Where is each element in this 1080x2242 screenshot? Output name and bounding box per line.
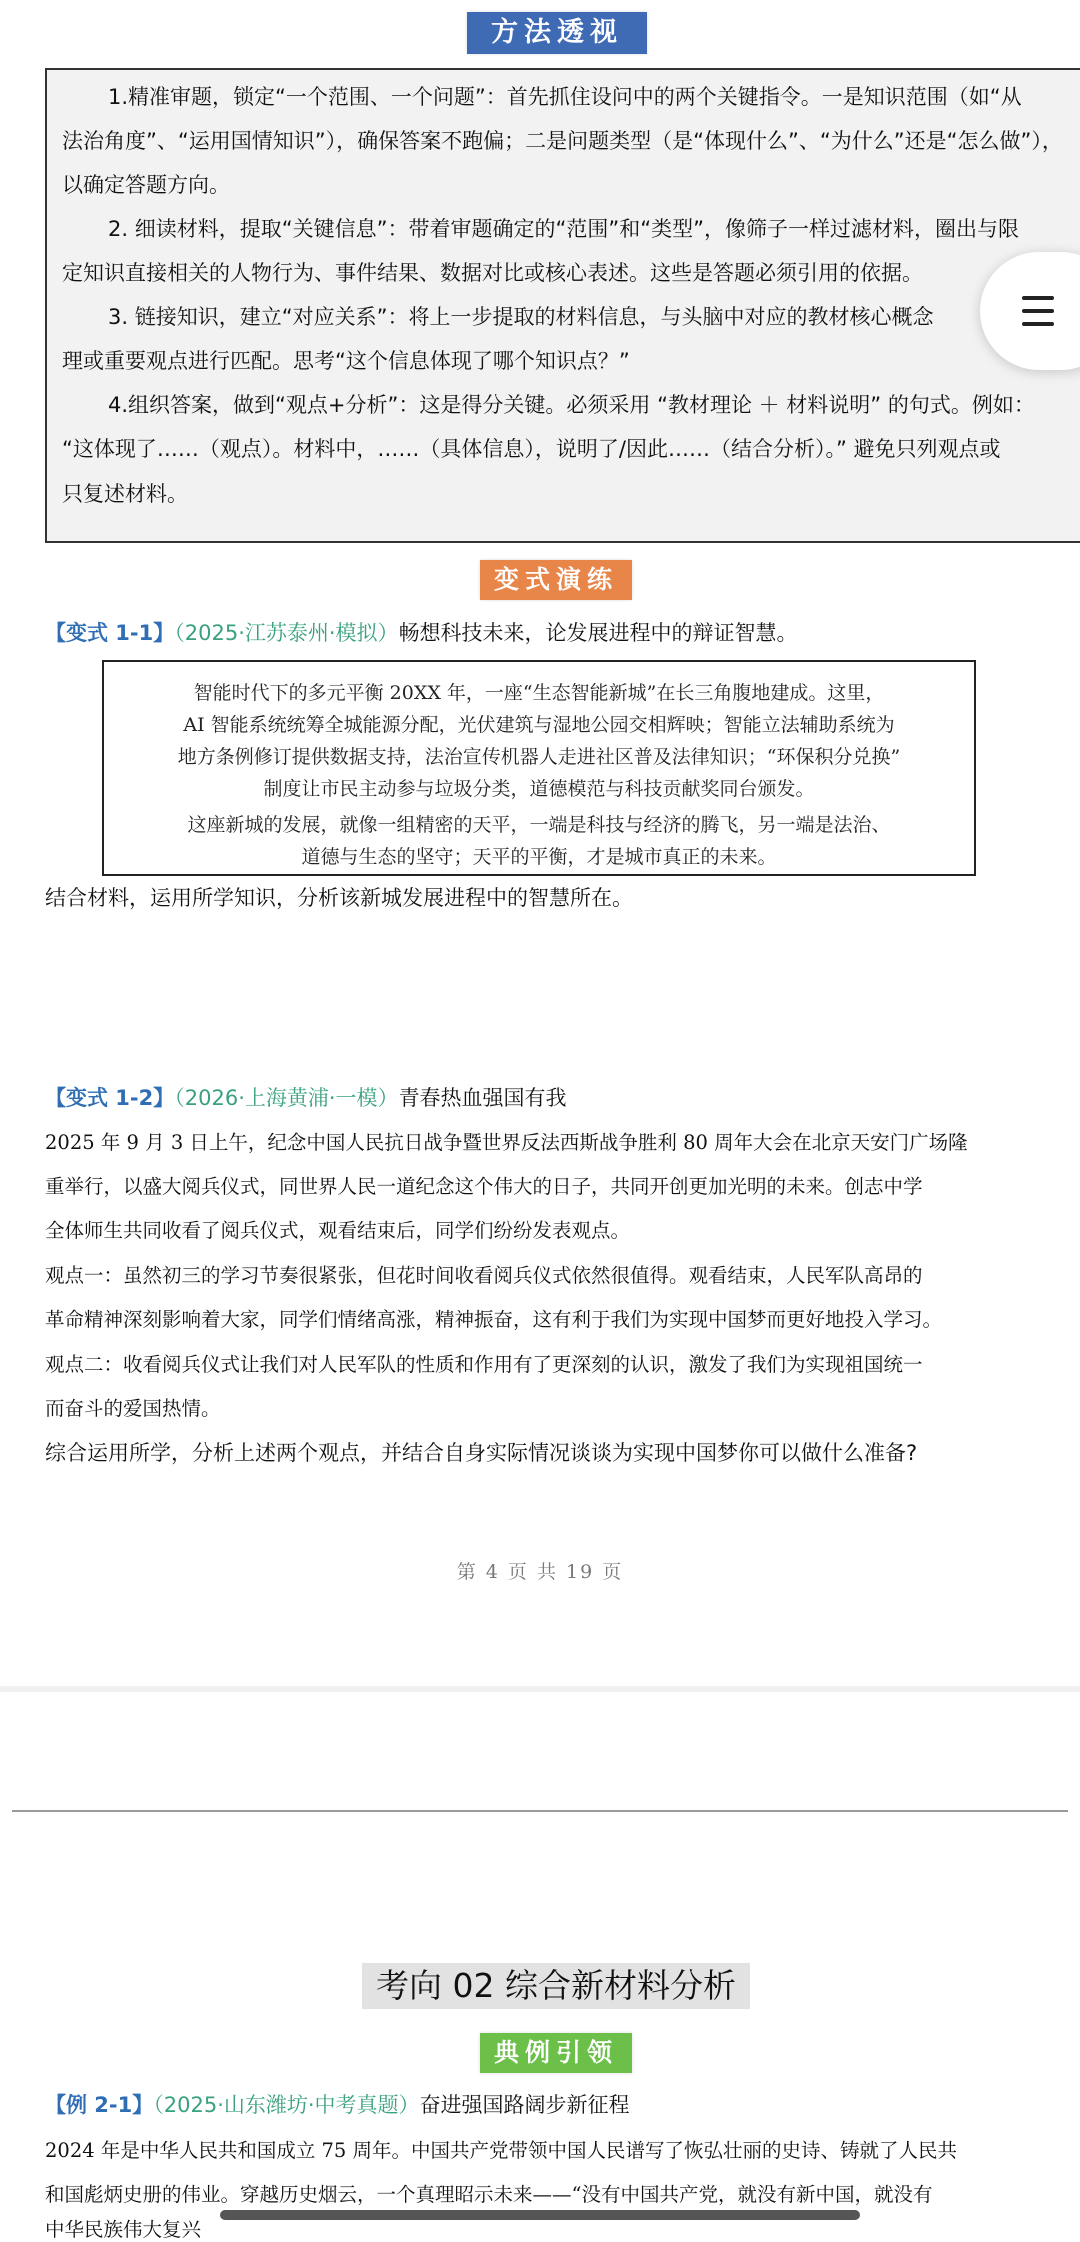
q2-body-line-7: 而奋斗的爱国热情。 xyxy=(45,1397,221,1420)
question-1-1-header xyxy=(45,617,798,647)
page-number: 第 4 页 共 19 页 xyxy=(456,1561,624,1583)
method-line-8: 4.组织答案，做到“观点+分析”：这是得分关键。必须采用 “教材理论 ＋ 材料说明” 的句式。例如： xyxy=(108,393,1035,417)
method-line-2: 法治角度”、“运用国情知识”），确保答案不跑偏；二是问题类型（是“体现什么”、“为什么”还是“怎么做”）， xyxy=(62,129,1063,153)
method-line-9: “这体现了……（观点）。材料中，……（具体信息），说明了/因此……（结合分析）。” 避免只列观点或 xyxy=(62,437,1001,461)
method-line-1: 1.精准审题，锁定“一个范围、一个问题”：首先抓住设问中的两个关键指令。一是知识范围（如“从 xyxy=(108,85,1022,109)
material-line-5: 这座新城的发展，就像一组精密的天平，一端是科技与经济的腾飞，另一端是法治、 xyxy=(187,814,891,836)
method-line-5: 定知识直接相关的人物行为、事件结果、数据对比或核心表述。这些是答题必须引用的依据。 xyxy=(62,261,923,285)
material-line-3: 地方条例修订提供数据支持，法治宣传机器人走进社区普及法律知识；“环保积分兑换” xyxy=(177,746,901,768)
method-line-3: 以确定答题方向。 xyxy=(62,173,230,197)
question-tag: 【例 2-1】 xyxy=(45,2093,154,2117)
q2-body-line-1: 2025 年 9 月 3 日上午，纪念中国人民抗日战争暨世界反法西斯战争胜利 80 周年大会在北京天安门广场隆 xyxy=(45,1131,968,1154)
question-source: （2025·江苏泰州·模拟） xyxy=(174,621,399,645)
question-tag: 【变式 1-2】 xyxy=(45,1086,175,1110)
question-tag: 【变式 1-1】 xyxy=(45,621,175,645)
material-box xyxy=(102,660,976,876)
ex-body-line-3: 中华民族伟大复兴 xyxy=(45,2218,202,2241)
question-1-2-header xyxy=(45,1082,567,1112)
q2-body-line-3: 全体师生共同收看了阅兵仪式，观看结束后，同学们纷纷发表观点。 xyxy=(45,1219,631,1242)
menu-button[interactable] xyxy=(980,252,1080,370)
ex-body-line-1: 2024 年是中华人民共和国成立 75 周年。中国共产党带领中国人民谱写了恢弘壮丽的史诗、铸就了人民共 xyxy=(45,2139,958,2162)
menu-icon xyxy=(980,252,1080,370)
method-line-6: 3. 链接知识，建立“对应关系”：将上一步提取的材料信息，与头脑中对应的教材核心概念 xyxy=(108,305,934,329)
question-source: （2026·上海黄浦·一模） xyxy=(174,1086,399,1110)
method-line-10: 只复述材料。 xyxy=(62,482,188,506)
question-source: （2025·山东潍坊·中考真题） xyxy=(153,2093,420,2117)
variant-banner: 变式演练 xyxy=(480,560,632,600)
scroll-indicator[interactable] xyxy=(220,2210,860,2220)
material-line-4: 制度让市民主动参与垃圾分类，道德模范与科技贡献奖同台颁发。 xyxy=(263,778,815,800)
q2-body-line-2: 重举行，以盛大阅兵仪式，同世界人民一道纪念这个伟大的日子，共同开创更加光明的未来。创志中学 xyxy=(45,1175,923,1198)
example-2-1-header xyxy=(45,2089,630,2119)
example-banner: 典例引领 xyxy=(480,2033,632,2073)
method-banner: 方法透视 xyxy=(467,12,647,54)
question-1-1-prompt: 结合材料，运用所学知识，分析该新城发展进程中的智慧所在。 xyxy=(45,886,633,910)
q2-body-line-5: 革命精神深刻影响着大家，同学们情绪高涨，精神振奋，这有利于我们为实现中国梦而更好地投入学习。 xyxy=(45,1308,943,1331)
question-title: 畅想科技未来，论发展进程中的辩证智慧。 xyxy=(398,621,798,645)
material-line-2: AI 智能系统统筹全城能源分配，光伏建筑与湿地公园交相辉映；智能立法辅助系统为 xyxy=(183,714,895,736)
q2-body-line-4: 观点一：虽然初三的学习节奏很紧张，但花时间收看阅兵仪式依然很值得。观看结束，人民军队高昂的 xyxy=(45,1264,923,1287)
q2-body-line-6: 观点二：收看阅兵仪式让我们对人民军队的性质和作用有了更深刻的认识，激发了我们为实现祖国统一 xyxy=(45,1353,923,1376)
method-line-7: 理或重要观点进行匹配。思考“这个信息体现了哪个知识点？” xyxy=(62,349,630,373)
ex-body-line-2: 和国彪炳史册的伟业。穿越历史烟云，一个真理昭示未来——“没有中国共产党，就没有新中国，就没有 xyxy=(45,2183,933,2206)
method-line-4: 2. 细读材料，提取“关键信息”：带着审题确定的“范围”和“类型”，像筛子一样过滤材料，圈出与限 xyxy=(108,217,1019,241)
question-title: 奋进强国路阔步新征程 xyxy=(419,2093,630,2117)
divider xyxy=(12,1810,1068,1812)
section-title: 考向 02 综合新材料分析 xyxy=(362,1963,750,2009)
material-line-1: 智能时代下的多元平衡 20XX 年，一座“生态智能新城”在长三角腹地建成。这里， xyxy=(193,682,885,704)
question-title: 青春热血强国有我 xyxy=(398,1086,567,1110)
material-line-6: 道德与生态的坚守；天平的平衡，才是城市真正的未来。 xyxy=(301,846,777,868)
page-gap xyxy=(0,1686,1080,1692)
question-1-2-prompt: 综合运用所学，分析上述两个观点，并结合自身实际情况谈谈为实现中国梦你可以做什么准备? xyxy=(45,1441,918,1465)
